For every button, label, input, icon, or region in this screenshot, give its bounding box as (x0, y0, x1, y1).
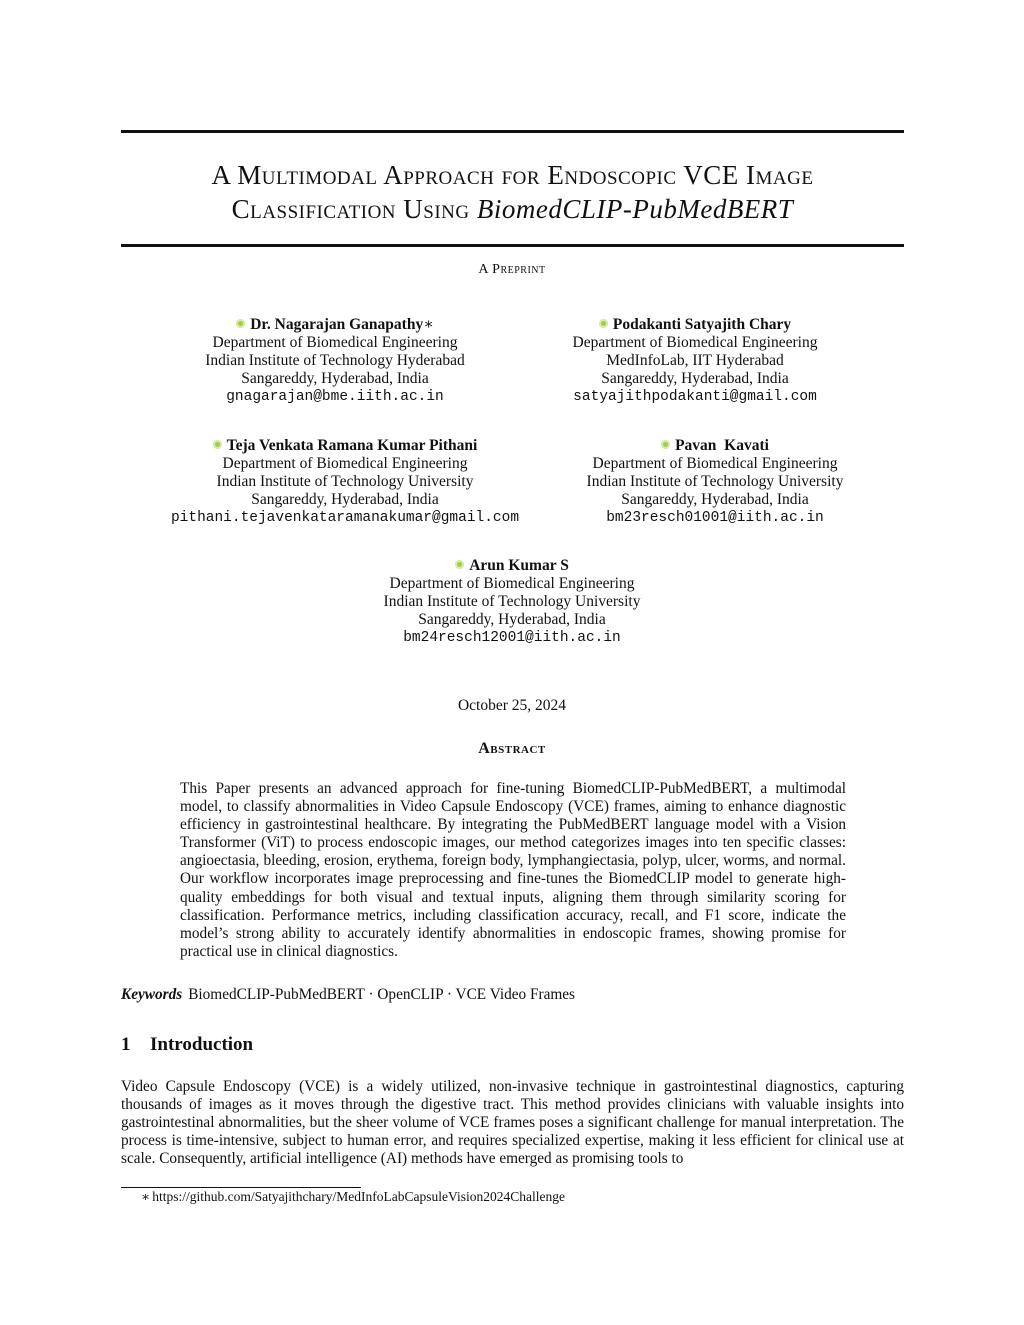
preprint-label: A Preprint (478, 262, 546, 277)
title-line-2 (121, 192, 904, 226)
author-marker: ∗ (423, 316, 434, 333)
author-name: Dr. Nagarajan Ganapathy (250, 316, 424, 333)
author-department: Department of Biomedical Engineering (212, 334, 458, 351)
keywords-text: BiomedCLIP-PubMedBERT · OpenCLIP · VCE Video Frames (188, 986, 576, 1003)
author-location: Sangareddy, Hyderabad, India (418, 611, 606, 628)
orcid-icon[interactable] (213, 440, 222, 449)
author-department: Department of Biomedical Engineering (389, 575, 635, 592)
author-name: Teja Venkata Ramana Kumar Pithani (226, 437, 478, 454)
author-block (325, 557, 699, 647)
author-department: Department of Biomedical Engineering (572, 334, 818, 351)
author-name: Arun Kumar S (469, 557, 569, 574)
author-institution: Indian Institute of Technology University (216, 473, 474, 490)
author-block (510, 316, 880, 406)
publication-date: October 25, 2024 (457, 697, 567, 714)
author-location: Sangareddy, Hyderabad, India (621, 491, 809, 508)
author-location: Sangareddy, Hyderabad, India (251, 491, 439, 508)
footnote-marker: ∗ (141, 1189, 151, 1204)
orcid-icon[interactable] (455, 560, 464, 569)
title-line-2-prefix: Classification Using (231, 194, 477, 224)
author-name: Pavan Kavati (675, 437, 769, 454)
title-bottom-rule (121, 244, 904, 247)
paper-title (121, 158, 904, 226)
footnote-link[interactable]: https://github.com/Satyajithchary/MedInfoLabCapsuleVision2024Challenge (152, 1189, 565, 1204)
section-title: Introduction (150, 1034, 254, 1055)
keywords-line (121, 986, 904, 1004)
author-email[interactable]: bm23resch01001@iith.ac.in (606, 510, 824, 526)
section-heading (121, 1034, 253, 1056)
author-email[interactable]: gnagarajan@bme.iith.ac.in (226, 389, 444, 405)
introduction-paragraph: Video Capsule Endoscopy (VCE) is a widely utilized, non-invasive technique in gastrointestinal diagnostics, capturing thousands of images as it moves through the digestive tract. This method provides clinicians with valuable insights into gastrointestinal abnormalities, but the sheer volume of VCE frames poses a significant challenge for manual interpretation. The process is time-intensive, subject to human error, and requires specialized expertise, making it less efficient for clinical use at scale. Consequently, artificial intelligence (AI) methods have emerged as promising tools to (121, 1078, 904, 1168)
author-block (150, 437, 540, 527)
author-institution: Indian Institute of Technology University (383, 593, 641, 610)
author-institution: Indian Institute of Technology Hyderabad (205, 352, 465, 369)
abstract-text: This Paper presents an advanced approach for fine-tuning BiomedCLIP-PubMedBERT, a multimodal model, to classify abnormalities in Video Capsule Endoscopy (VCE) frames, aiming to enhance diagnostic efficiency in gastrointestinal healthcare. By integrating the PubMedBERT language model with a Vision Transformer (ViT) to process endoscopic images, our method categorizes images into ten specific classes: angioectasia, bleeding, erosion, erythema, foreign body, lymphangiectasia, polyp, ulcer, worms, and normal. Our workflow incorporates image preprocessing and fine-tunes the BiomedCLIP model to generate high-quality embeddings for both visual and textual inputs, aligning them through similarity scoring for classification. Performance metrics, including classification accuracy, recall, and F1 score, indicate the model’s strong ability to accurately identify abnormalities in endoscopic frames, showing promise for practical use in clinical diagnostics. (180, 780, 846, 960)
orcid-icon[interactable] (599, 319, 608, 328)
author-location: Sangareddy, Hyderabad, India (241, 370, 429, 387)
author-email[interactable]: bm24resch12001@iith.ac.in (403, 630, 621, 646)
title-line-1: A Multimodal Approach for Endoscopic VCE Image (211, 160, 814, 190)
footnote-rule (121, 1187, 361, 1188)
footnote (141, 1189, 565, 1205)
keywords-label: Keywords (121, 986, 183, 1003)
title-top-rule (121, 130, 904, 133)
author-block (150, 316, 520, 406)
abstract-heading: Abstract (478, 740, 546, 757)
author-institution: Indian Institute of Technology University (586, 473, 844, 490)
author-email[interactable]: satyajithpodakanti@gmail.com (573, 389, 817, 405)
author-location: Sangareddy, Hyderabad, India (601, 370, 789, 387)
orcid-icon[interactable] (661, 440, 670, 449)
author-department: Department of Biomedical Engineering (592, 455, 838, 472)
author-block (530, 437, 900, 527)
section-number: 1 (121, 1034, 131, 1055)
author-email[interactable]: pithani.tejavenkataramanakumar@gmail.com (170, 510, 520, 526)
author-name: Podakanti Satyajith Chary (612, 316, 792, 333)
author-institution: MedInfoLab, IIT Hyderabad (606, 352, 784, 369)
orcid-icon[interactable] (236, 319, 245, 328)
author-department: Department of Biomedical Engineering (222, 455, 468, 472)
title-line-2-italic: BiomedCLIP-PubMedBERT (476, 194, 794, 224)
